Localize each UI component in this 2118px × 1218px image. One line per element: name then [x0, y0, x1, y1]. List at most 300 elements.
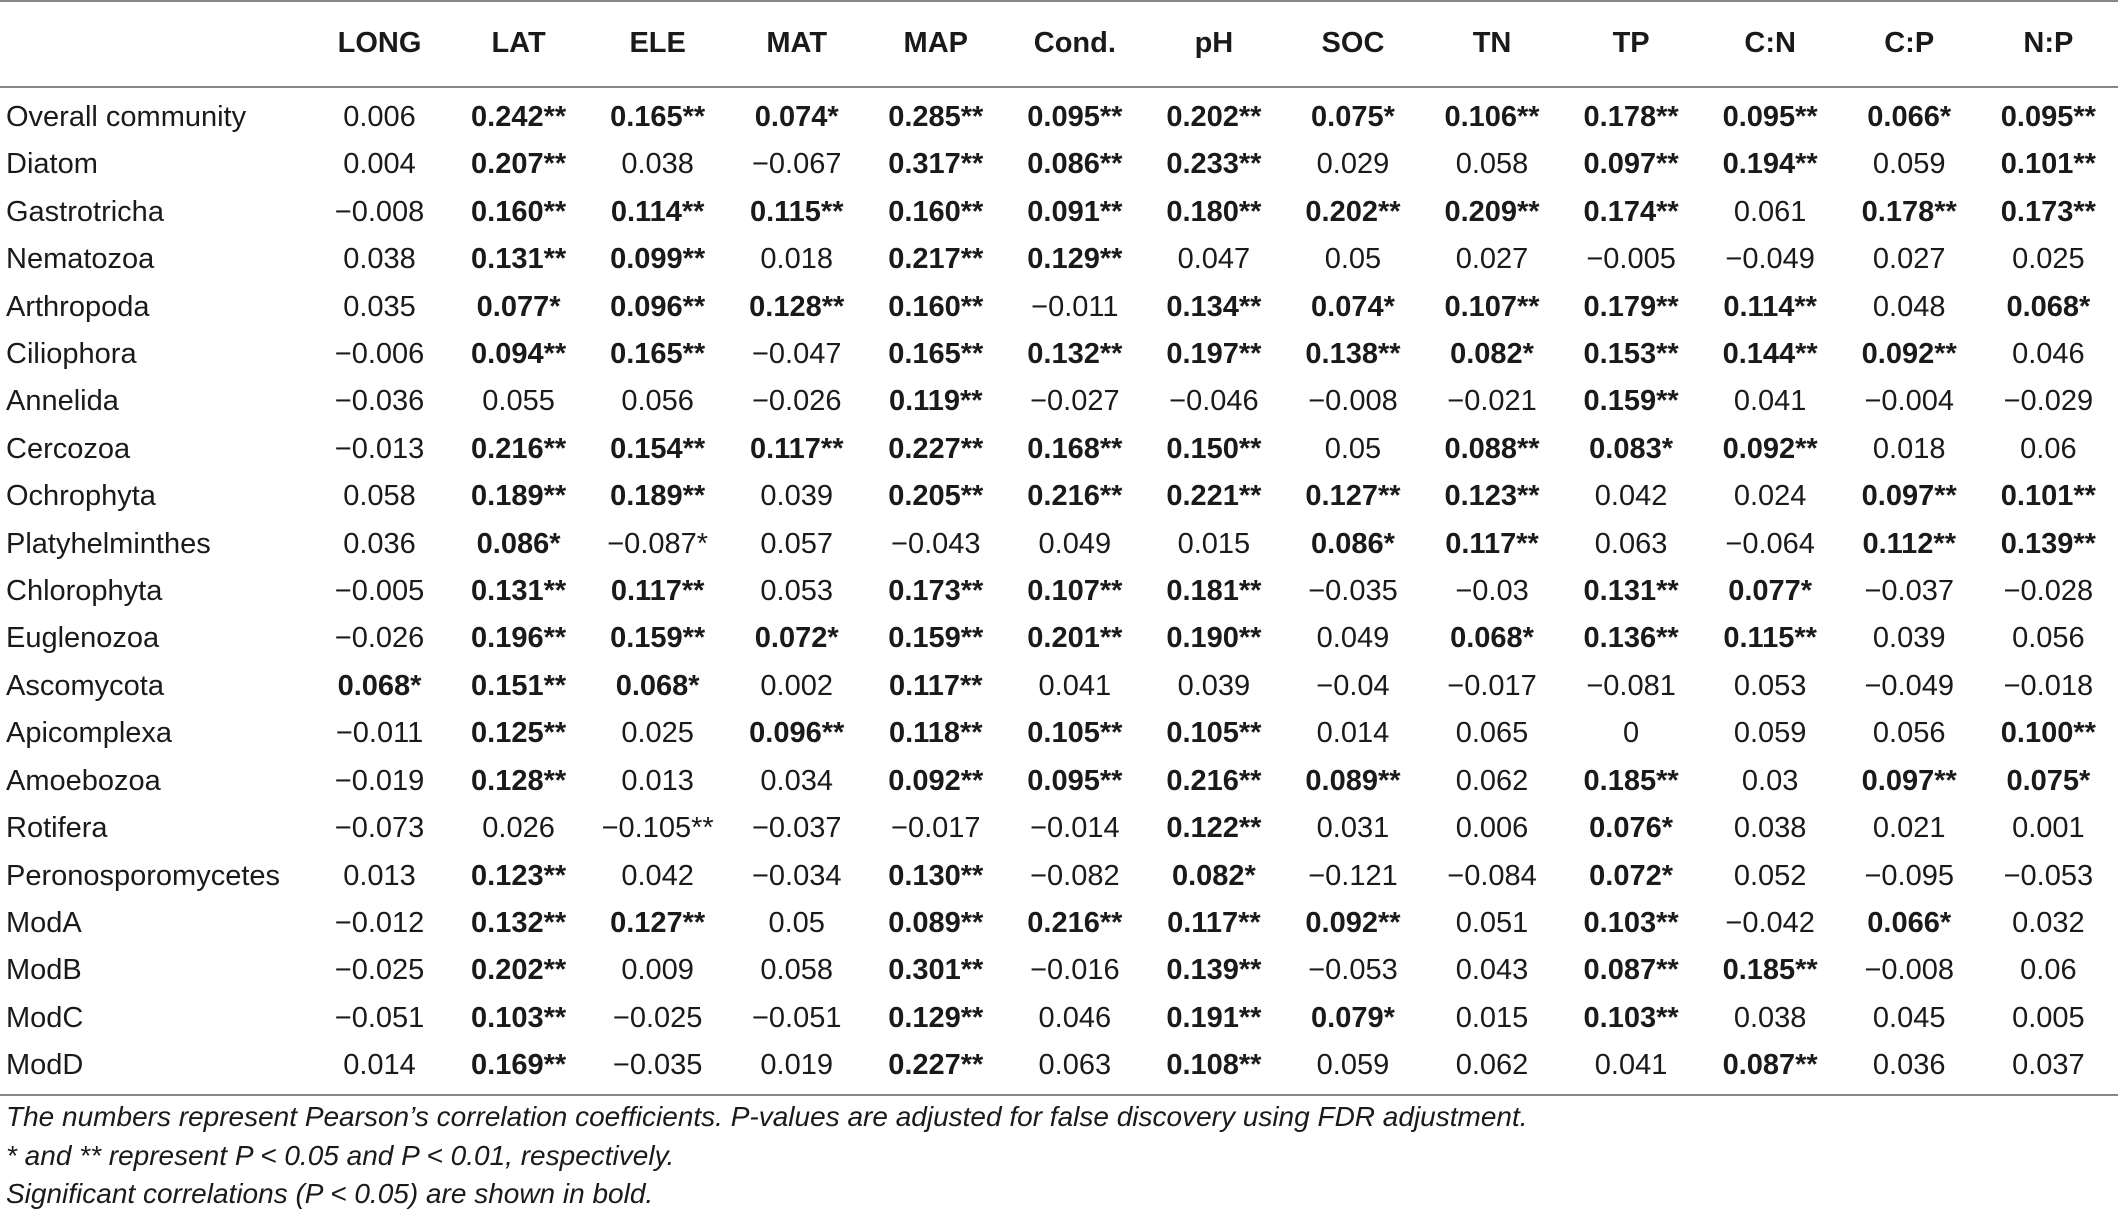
significant-cell: 0.138**: [1305, 338, 1401, 371]
value-cell: 0.041: [1562, 1042, 1701, 1094]
row-label: Gastrotricha: [6, 195, 164, 228]
significant-cell: 0.144**: [1722, 338, 1818, 371]
significant-cell: 0.207**: [471, 148, 567, 181]
value-cell: 0.031: [1316, 812, 1390, 845]
significant-cell: 0.068*: [2006, 290, 2091, 323]
value-cell: −0.016: [1030, 954, 1120, 987]
significant-cell: 0.197**: [1166, 338, 1262, 371]
value-cell: 0.038: [343, 243, 416, 276]
significant-cell: 0.076*: [1589, 812, 1674, 845]
significant-cell: 0.101**: [2000, 148, 2096, 181]
significant-cell: 0.103**: [1583, 906, 1679, 939]
value-cell: −0.036: [334, 385, 425, 418]
row-label: Cercozoa: [6, 432, 131, 465]
significant-cell: 0.095**: [1027, 764, 1123, 797]
value-cell: 0.043: [1455, 954, 1529, 987]
significant-cell: 0.127**: [1305, 480, 1401, 513]
significant-cell: 0.317**: [888, 148, 984, 181]
significant-cell: 0.128**: [749, 290, 845, 323]
column-header: ELE: [588, 1, 727, 87]
significant-cell: 0.132**: [1027, 338, 1123, 371]
value-cell: −0.026: [334, 622, 425, 655]
value-cell: 0.053: [1733, 669, 1807, 702]
value-cell: 0.018: [1872, 432, 1946, 465]
significant-cell: 0.227**: [866, 1042, 1005, 1094]
value-cell: −0.051: [334, 1001, 425, 1034]
value-cell: 0.057: [760, 527, 833, 560]
significant-cell: 0.066*: [1867, 906, 1952, 939]
significant-cell: 0.202**: [471, 954, 567, 987]
significant-cell: 0.075*: [1311, 101, 1395, 133]
significant-cell: 0.127**: [610, 906, 706, 939]
row-label: Ascomycota: [6, 669, 164, 702]
significant-cell: 0.185**: [1722, 954, 1818, 987]
value-cell: 0.027: [1872, 243, 1946, 276]
table-row: [0, 995, 2118, 1042]
value-cell: 0.05: [768, 906, 825, 939]
row-label: Platyhelminthes: [6, 527, 211, 560]
significant-cell: 0.242**: [471, 101, 567, 133]
significant-cell: 0.095**: [2000, 101, 2096, 133]
column-header: Cond.: [1005, 1, 1144, 87]
column-header: MAP: [866, 1, 1005, 87]
table-body: [0, 87, 2118, 1095]
footnote-bold-meaning: Significant correlations (P < 0.05) are shown in bold.: [6, 1178, 654, 1209]
significant-cell: 0.074*: [1311, 290, 1395, 323]
value-cell: 0.009: [621, 954, 694, 987]
value-cell: −0.017: [1447, 669, 1537, 702]
table-row: [0, 521, 2118, 568]
significant-cell: 0.086*: [476, 527, 561, 560]
value-cell: −0.037: [751, 812, 842, 845]
significant-cell: 0.106**: [1444, 101, 1540, 133]
value-cell: 0.05: [1324, 432, 1382, 465]
value-cell: −0.053: [1308, 954, 1398, 987]
value-cell: −0.035: [588, 1042, 727, 1094]
significant-cell: 0.130**: [888, 859, 984, 892]
value-cell: 0.042: [621, 859, 694, 892]
value-cell: 0.06: [2020, 954, 2077, 987]
significant-cell: 0.174**: [1583, 195, 1679, 228]
value-cell: 0.045: [1872, 1001, 1946, 1034]
value-cell: −0.005: [334, 575, 425, 608]
column-header: C:N: [1701, 1, 1840, 87]
value-cell: 0.038: [1733, 812, 1807, 845]
significant-cell: 0.103**: [471, 1001, 567, 1034]
table-row: [0, 331, 2118, 378]
value-cell: 0.059: [1283, 1042, 1422, 1094]
value-cell: 0.058: [760, 954, 833, 987]
significant-cell: 0.095**: [1722, 101, 1818, 133]
value-cell: 0.03: [1741, 764, 1799, 797]
row-label: Peronosporomycetes: [6, 859, 281, 892]
value-cell: −0.013: [334, 432, 425, 465]
significant-cell: 0.068*: [615, 669, 700, 702]
value-cell: 0.037: [1979, 1042, 2118, 1094]
significant-cell: 0.079*: [1311, 1001, 1395, 1034]
value-cell: −0.035: [1308, 575, 1398, 608]
value-cell: 0.046: [2012, 338, 2085, 371]
significant-cell: 0.117**: [749, 432, 844, 465]
value-cell: 0.062: [1455, 764, 1529, 797]
significant-cell: 0.077*: [476, 290, 561, 323]
value-cell: −0.105**: [601, 812, 714, 845]
value-cell: 0.013: [621, 764, 694, 797]
significant-cell: 0.202**: [1305, 195, 1401, 228]
significant-cell: 0.066*: [1867, 101, 1952, 133]
table-row: [0, 900, 2118, 947]
significant-cell: 0.136**: [1583, 622, 1679, 655]
value-cell: −0.037: [1864, 575, 1954, 608]
value-cell: 0.004: [343, 148, 416, 181]
table-row: [0, 236, 2118, 283]
significant-cell: 0.068*: [337, 669, 422, 702]
value-cell: 0.018: [760, 243, 833, 276]
significant-cell: 0.114**: [610, 195, 705, 228]
significant-cell: 0.077*: [1728, 575, 1813, 608]
value-cell: −0.049: [1725, 243, 1815, 276]
significant-cell: 0.123**: [1444, 480, 1540, 513]
value-cell: 0.052: [1733, 859, 1807, 892]
value-cell: 0.019: [727, 1042, 866, 1094]
value-cell: −0.047: [751, 338, 842, 371]
significant-cell: 0.169**: [449, 1042, 588, 1094]
value-cell: −0.03: [1455, 575, 1529, 608]
value-cell: 0.049: [1316, 622, 1390, 655]
significant-cell: 0.194**: [1722, 148, 1818, 181]
value-cell: −0.004: [1864, 385, 1954, 418]
row-label: Apicomplexa: [6, 717, 173, 750]
value-cell: 0.063: [1005, 1042, 1144, 1094]
row-label: Annelida: [6, 385, 119, 418]
significant-cell: 0.097**: [1861, 480, 1957, 513]
value-cell: 0.053: [760, 575, 833, 608]
value-cell: 0.058: [343, 480, 416, 513]
value-cell: 0.015: [1455, 1001, 1529, 1034]
significant-cell: 0.092**: [1861, 338, 1957, 371]
table-row: [0, 568, 2118, 615]
significant-cell: 0.119**: [889, 385, 983, 418]
significant-cell: 0.092**: [888, 764, 984, 797]
table-row: [0, 473, 2118, 520]
significant-cell: 0.125**: [471, 717, 567, 750]
column-header: TP: [1562, 1, 1701, 87]
significant-cell: 0.165**: [610, 101, 706, 133]
significant-cell: 0.179**: [1583, 290, 1679, 323]
significant-cell: 0.216**: [471, 432, 567, 465]
value-cell: 0.034: [760, 764, 833, 797]
significant-cell: 0.202**: [1166, 101, 1262, 133]
significant-cell: 0.221**: [1166, 480, 1262, 513]
significant-cell: 0.160**: [888, 195, 984, 228]
significant-cell: 0.178**: [1583, 101, 1679, 133]
value-cell: 0.048: [1872, 290, 1946, 323]
value-cell: 0.032: [2012, 906, 2085, 939]
value-cell: −0.005: [1586, 243, 1676, 276]
table-row: [0, 710, 2118, 757]
footnote-pearson: The numbers represent Pearson’s correlation coefficients. P-values are adjusted for false discovery using FDR adjustment.: [6, 1101, 1528, 1132]
table-row: [0, 805, 2118, 852]
table-row: [0, 947, 2118, 994]
value-cell: −0.014: [1030, 812, 1120, 845]
significant-cell: 0.107**: [1444, 290, 1540, 323]
row-label: Euglenozoa: [6, 622, 160, 655]
value-cell: 0.061: [1733, 195, 1807, 228]
table-row: [0, 141, 2118, 188]
significant-cell: 0.190**: [1166, 622, 1262, 655]
significant-cell: 0.132**: [471, 906, 567, 939]
table-row: [0, 853, 2118, 900]
significant-cell: 0.233**: [1166, 148, 1262, 181]
value-cell: 0: [1623, 717, 1640, 750]
significant-cell: 0.075*: [2006, 764, 2091, 797]
value-cell: 0.014: [310, 1042, 449, 1094]
significant-cell: 0.173**: [2000, 195, 2096, 228]
significant-cell: 0.074*: [754, 101, 839, 133]
table-row: [0, 758, 2118, 805]
value-cell: −0.021: [1447, 385, 1537, 418]
value-cell: −0.04: [1316, 669, 1390, 702]
value-cell: −0.095: [1864, 859, 1954, 892]
significant-cell: 0.105**: [1166, 717, 1262, 750]
significant-cell: 0.301**: [888, 954, 984, 987]
value-cell: 0.062: [1423, 1042, 1562, 1094]
value-cell: 0.039: [760, 480, 833, 513]
significant-cell: 0.105**: [1027, 717, 1123, 750]
significant-cell: 0.097**: [1861, 764, 1957, 797]
table-footnotes: [6, 1098, 1528, 1214]
value-cell: −0.121: [1308, 859, 1398, 892]
significant-cell: 0.095**: [1027, 101, 1123, 133]
significant-cell: 0.168**: [1027, 432, 1123, 465]
significant-cell: 0.181**: [1166, 575, 1262, 608]
value-cell: 0.059: [1872, 148, 1946, 181]
value-cell: 0.006: [343, 101, 416, 133]
significant-cell: 0.131**: [471, 575, 567, 608]
significant-cell: 0.088**: [1444, 432, 1540, 465]
significant-cell: 0.139**: [1166, 954, 1262, 987]
table-row: [0, 189, 2118, 236]
significant-cell: 0.160**: [888, 290, 984, 323]
significant-cell: 0.092**: [1305, 906, 1401, 939]
significant-cell: 0.107**: [1027, 575, 1123, 608]
value-cell: 0.047: [1177, 243, 1251, 276]
value-cell: 0.065: [1455, 717, 1529, 750]
significant-cell: 0.094**: [471, 338, 567, 371]
significant-cell: 0.131**: [471, 243, 567, 276]
value-cell: 0.014: [1316, 717, 1390, 750]
significant-cell: 0.165**: [888, 338, 984, 371]
significant-cell: 0.089**: [888, 906, 984, 939]
significant-cell: 0.139**: [2000, 527, 2096, 560]
value-cell: 0.056: [2012, 622, 2085, 655]
significant-cell: 0.086**: [1027, 148, 1123, 181]
significant-cell: 0.173**: [888, 575, 984, 608]
value-cell: −0.029: [2003, 385, 2094, 418]
value-cell: −0.025: [334, 954, 425, 987]
significant-cell: 0.103**: [1583, 1001, 1679, 1034]
significant-cell: 0.227**: [888, 432, 984, 465]
significant-cell: 0.216**: [1027, 906, 1123, 939]
significant-cell: 0.072*: [1589, 859, 1674, 892]
value-cell: 0.001: [2012, 812, 2085, 845]
value-cell: 0.039: [1872, 622, 1946, 655]
value-cell: −0.008: [1308, 385, 1398, 418]
significant-cell: 0.087**: [1583, 954, 1679, 987]
value-cell: 0.056: [1872, 717, 1946, 750]
value-cell: 0.006: [1455, 812, 1529, 845]
value-cell: 0.025: [621, 717, 694, 750]
value-cell: 0.002: [760, 669, 833, 702]
value-cell: −0.018: [2003, 669, 2094, 702]
significant-cell: 0.159**: [888, 622, 984, 655]
column-header: SOC: [1283, 1, 1422, 87]
row-label: ModC: [6, 1001, 84, 1034]
significant-cell: 0.216**: [1027, 480, 1123, 513]
significant-cell: 0.089**: [1305, 764, 1401, 797]
value-cell: 0.027: [1455, 243, 1529, 276]
significant-cell: 0.099**: [610, 243, 706, 276]
significant-cell: 0.092**: [1722, 432, 1818, 465]
value-cell: 0.041: [1038, 669, 1112, 702]
significant-cell: 0.072*: [754, 622, 839, 655]
significant-cell: 0.118**: [889, 717, 983, 750]
significant-cell: 0.115**: [749, 195, 844, 228]
value-cell: 0.015: [1177, 527, 1251, 560]
significant-cell: 0.117**: [610, 575, 705, 608]
significant-cell: 0.091**: [1027, 195, 1123, 228]
value-cell: −0.019: [334, 764, 425, 797]
significant-cell: 0.123**: [471, 859, 567, 892]
value-cell: 0.024: [1733, 480, 1807, 513]
value-cell: 0.059: [1733, 717, 1807, 750]
value-cell: −0.073: [334, 812, 425, 845]
significant-cell: 0.185**: [1583, 764, 1679, 797]
significant-cell: 0.117**: [889, 669, 983, 702]
value-cell: 0.035: [343, 290, 416, 323]
significant-cell: 0.178**: [1861, 195, 1957, 228]
value-cell: 0.038: [621, 148, 694, 181]
significant-cell: 0.150**: [1166, 432, 1262, 465]
value-cell: −0.012: [334, 906, 425, 939]
value-cell: 0.036: [343, 527, 416, 560]
value-cell: 0.051: [1455, 906, 1529, 939]
table-row: [0, 615, 2118, 662]
significant-cell: 0.154**: [610, 432, 706, 465]
row-label: Arthropoda: [6, 290, 150, 323]
value-cell: 0.013: [343, 859, 416, 892]
significant-cell: 0.112**: [1862, 527, 1956, 560]
significant-cell: 0.100**: [2000, 717, 2096, 750]
significant-cell: 0.159**: [1583, 385, 1679, 418]
significant-cell: 0.209**: [1444, 195, 1540, 228]
significant-cell: 0.128**: [471, 764, 567, 797]
significant-cell: 0.189**: [471, 480, 567, 513]
row-label: Rotifera: [6, 812, 108, 845]
row-label: Chlorophyta: [6, 575, 163, 608]
row-label: Ciliophora: [6, 338, 137, 371]
column-header: N:P: [1979, 1, 2118, 87]
significant-cell: 0.082*: [1171, 859, 1256, 892]
column-header: C:P: [1840, 1, 1979, 87]
value-cell: 0.025: [2012, 243, 2085, 276]
value-cell: 0.05: [1324, 243, 1382, 276]
significant-cell: 0.159**: [610, 622, 706, 655]
significant-cell: 0.115**: [1723, 622, 1817, 655]
row-label: Amoebozoa: [6, 764, 161, 797]
value-cell: −0.027: [1030, 385, 1120, 418]
significant-cell: 0.097**: [1583, 148, 1679, 181]
column-header: LAT: [449, 1, 588, 87]
value-cell: 0.005: [2012, 1001, 2085, 1034]
significant-cell: 0.117**: [1167, 906, 1261, 939]
table-row: [0, 663, 2118, 710]
value-cell: −0.011: [1031, 290, 1119, 323]
value-cell: −0.043: [891, 527, 981, 560]
significant-cell: 0.217**: [888, 243, 984, 276]
significant-cell: 0.087**: [1701, 1042, 1840, 1094]
significant-cell: 0.096**: [610, 290, 706, 323]
significant-cell: 0.196**: [471, 622, 567, 655]
value-cell: −0.046: [1169, 385, 1259, 418]
column-header: LONG: [310, 1, 449, 87]
value-cell: 0.038: [1733, 1001, 1807, 1034]
value-cell: 0.041: [1733, 385, 1807, 418]
value-cell: 0.055: [482, 385, 555, 418]
row-label: Overall community: [6, 101, 247, 133]
value-cell: 0.029: [1316, 148, 1390, 181]
row-label: ModA: [6, 906, 82, 939]
value-cell: 0.042: [1594, 480, 1668, 513]
table-row: [0, 87, 2118, 141]
significant-cell: 0.131**: [1583, 575, 1679, 608]
significant-cell: 0.083*: [1589, 432, 1674, 465]
value-cell: 0.026: [482, 812, 555, 845]
significant-cell: 0.205**: [888, 480, 984, 513]
value-cell: −0.006: [334, 338, 425, 371]
value-cell: −0.064: [1725, 527, 1815, 560]
value-cell: −0.008: [1864, 954, 1954, 987]
significant-cell: 0.068*: [1450, 622, 1534, 655]
header-row: [0, 1, 2118, 87]
row-label: ModD: [0, 1042, 310, 1094]
value-cell: −0.067: [751, 148, 842, 181]
value-cell: 0.049: [1038, 527, 1112, 560]
significant-cell: 0.129**: [888, 1001, 984, 1034]
significant-cell: 0.134**: [1166, 290, 1262, 323]
value-cell: 0.039: [1177, 669, 1251, 702]
row-label: ModB: [6, 954, 82, 987]
value-cell: −0.081: [1586, 669, 1676, 702]
significant-cell: 0.201**: [1027, 622, 1123, 655]
table-row: [0, 284, 2118, 331]
table-row: [0, 378, 2118, 425]
column-header: TN: [1423, 1, 1562, 87]
significant-cell: 0.151**: [471, 669, 567, 702]
value-cell: 0.063: [1594, 527, 1668, 560]
value-cell: −0.084: [1447, 859, 1537, 892]
significant-cell: 0.114**: [1723, 290, 1817, 323]
significant-cell: 0.165**: [610, 338, 706, 371]
significant-cell: 0.180**: [1166, 195, 1262, 228]
significant-cell: 0.117**: [1445, 527, 1539, 560]
value-cell: 0.036: [1840, 1042, 1979, 1094]
value-cell: −0.017: [891, 812, 981, 845]
value-cell: 0.056: [621, 385, 694, 418]
column-header: pH: [1144, 1, 1283, 87]
table-row: [0, 1042, 2118, 1094]
value-cell: 0.06: [2020, 432, 2077, 465]
